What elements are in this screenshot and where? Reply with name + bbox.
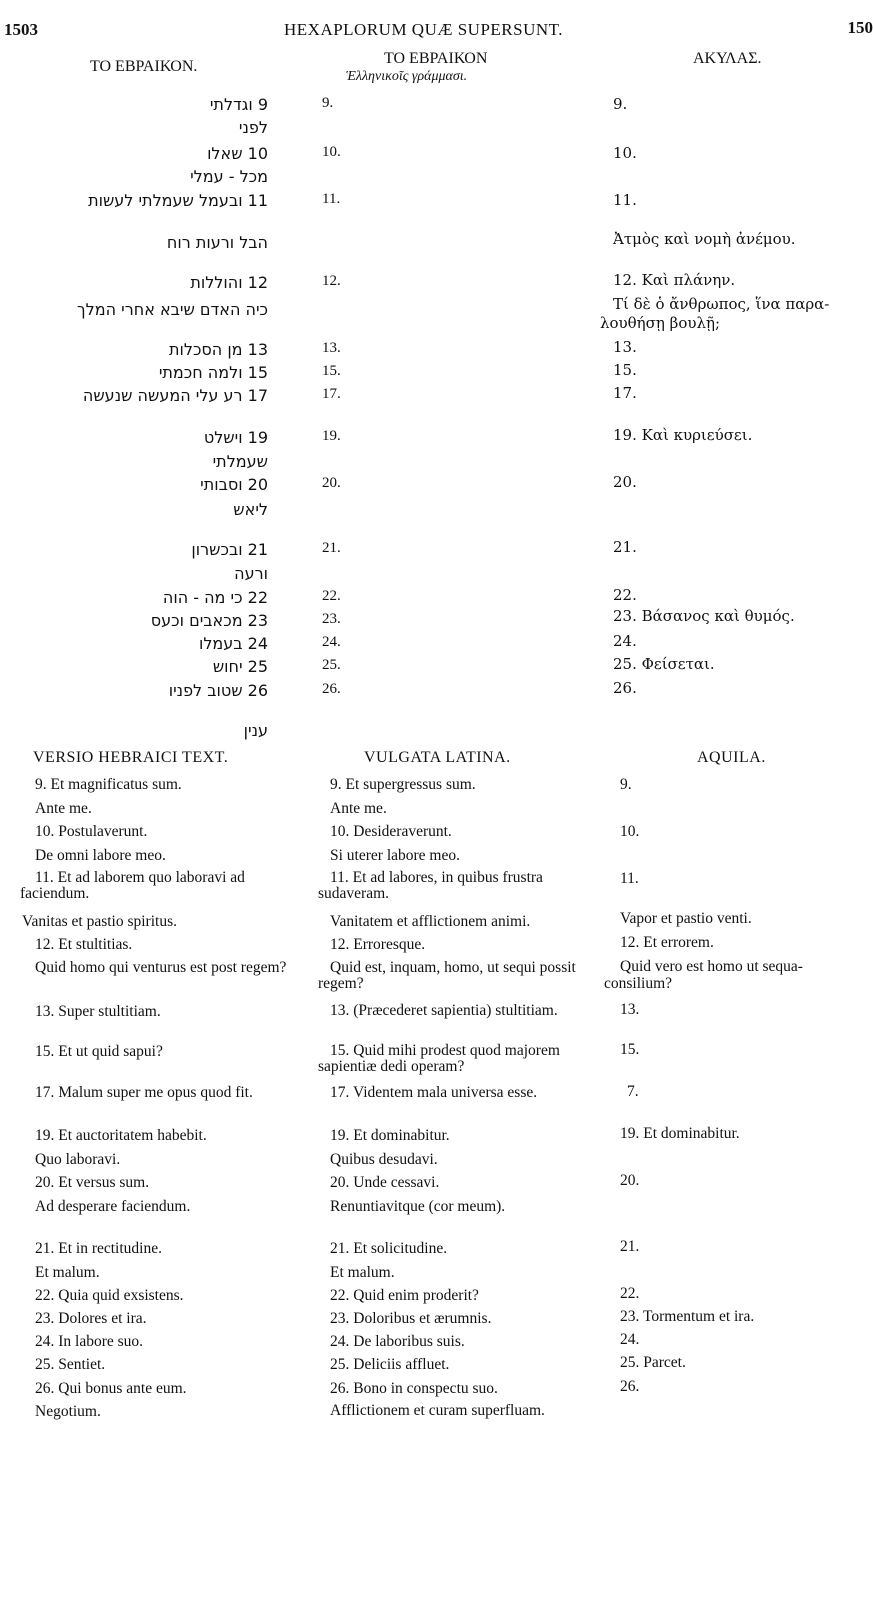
aquila-latin-line: 24. [620,1331,640,1348]
aquila-latin-line: 10. [620,823,640,840]
vulgata-line: 17. Videntem mala universa esse. [330,1084,538,1101]
hebrew-line: ענין [243,721,268,740]
translit-number: 23. [322,611,341,627]
hebrew-column-header: ΤΟ ΕΒΡΑΙΚΟΝ. [90,58,198,75]
versio-line: Ad desperare faciendum. [35,1198,191,1215]
versio-line: 24. In labore suo. [35,1333,144,1350]
vulgata-line: 20. Unde cessavi. [330,1174,440,1191]
versio-line: 10. Postulaverunt. [35,823,148,840]
translit-number: 21. [322,540,341,556]
vulgata-line: 11. Et ad labores, in quibus frustra sudaveram. [318,869,543,902]
aquila-greek-line: 24. [613,632,637,650]
vulgata-line: 23. Doloribus et ærumnis. [330,1310,492,1327]
aquila-greek-line: 11. [613,191,637,209]
versio-line: 9. Et magnificatus sum. [35,776,182,793]
versio-line: 25. Sentiet. [35,1356,106,1373]
hebrew-line: שעמלתי [212,452,268,471]
hebrew-line: 25 יחוש [212,657,268,676]
hebrew-line: 24 בעמלו [198,634,268,653]
versio-line: 26. Qui bonus ante eum. [35,1380,187,1397]
aquila-latin-line: Quid vero est homo ut sequa- [620,958,803,975]
vulgata-line: Vanitatem et afflictionem animi. [330,913,531,930]
translit-number: 10. [322,144,341,160]
aquila-greek-line: 12. Καὶ πλάνην. [613,271,736,289]
versio-line: Et malum. [35,1264,100,1281]
versio-line: 22. Quia quid exsistens. [35,1287,184,1304]
vulgata-line: 19. Et dominabitur. [330,1127,450,1144]
translit-number: 26. [322,681,341,697]
aquila-greek-line: 9. [613,95,628,113]
translit-number: 19. [322,428,341,444]
versio-line: 12. Et stultitias. [35,936,133,953]
versio-line: 20. Et versus sum. [35,1174,150,1191]
versio-line: Ante me. [35,800,92,817]
page-number-right: 150 [847,18,873,37]
hebrew-line: 23 מכאבים וכעס [150,611,268,630]
vulgata-line: 12. Erroresque. [330,936,426,953]
aquila-greek-line: 22. [613,586,637,604]
aquila-greek-line: 10. [613,144,637,162]
vulgata-line: Afflictionem et curam superfluam. [330,1402,545,1419]
hebrew-line: לפני [238,118,268,137]
vulgata-line: 26. Bono in conspectu suo. [330,1380,498,1397]
aquila-latin-line: Vapor et pastio venti. [620,910,752,927]
versio-line: 13. Super stultitiam. [35,1003,161,1020]
vulgata-line: Ante me. [330,800,387,817]
aquila-latin-line: consilium? [604,975,673,992]
aquila-greek-line: 26. [613,679,637,697]
aquila-latin-line: 15. [620,1041,640,1058]
vulgata-line: 13. (Præcederet sapientia) stultitiam. [330,1002,558,1019]
versio-column-header: VERSIO HEBRAICI TEXT. [33,749,229,766]
aquila-latin-line: 9. [620,776,632,793]
vulgata-line: 9. Et supergressus sum. [330,776,476,793]
versio-line: Vanitas et pastio spiritus. [22,913,177,930]
aquila-greek-line: λουθήσῃ βουλῇ; [600,314,721,332]
running-title: HEXAPLORUM QUÆ SUPERSUNT. [284,20,564,39]
translit-number: 13. [322,340,341,356]
vulgata-line: Quibus desudavi. [330,1151,438,1168]
aquila-greek-line: 23. Βάσανος καὶ θυμός. [613,607,795,625]
vulgata-line: Et malum. [330,1264,395,1281]
aquila-latin-line: 13. [620,1001,640,1018]
vulgata-line: 21. Et solicitudine. [330,1240,448,1257]
aquila-latin-line: 26. [620,1378,640,1395]
aquila-column-header-greek: ΑΚΥΛΑΣ. [693,50,762,67]
translit-column-header: ΤΟ ΕΒΡΑΙΚΟΝ [384,50,488,67]
aquila-latin-line: 12. Et errorem. [620,934,714,951]
aquila-greek-line: 17. [613,384,637,402]
versio-line: De omni labore meo. [35,847,166,864]
translit-number: 25. [322,657,341,673]
vulgata-line: 22. Quid enim proderit? [330,1287,479,1304]
aquila-latin-line: 25. Parcet. [620,1354,686,1371]
hebrew-line: 10 שאלו [207,144,268,163]
vulgata-line: 10. Desideraverunt. [330,823,452,840]
vulgata-line: 24. De laboribus suis. [330,1333,465,1350]
aquila-latin-line: 23. Tormentum et ira. [620,1308,755,1325]
hebrew-line: כיה האדם שיבא אחרי המלך [77,300,268,319]
aquila-latin-line: 11. [620,870,639,887]
vulgata-line: Renuntiavitque (cor meum). [330,1198,506,1215]
vulgata-column-header: VULGATA LATINA. [364,749,511,766]
translit-number: 11. [322,191,341,207]
aquila-latin-line: 22. [620,1285,640,1302]
translit-column-subheader: Ἑλληνικοῖς γράμμασι. [346,69,468,84]
hebrew-line: 19 וישלט [203,428,268,447]
aquila-latin-line: 19. Et dominabitur. [620,1125,740,1142]
versio-line: 15. Et ut quid sapui? [35,1043,163,1060]
aquila-greek-line: 21. [613,538,637,556]
hebrew-line: 20 וסבותי [200,475,268,494]
versio-line: Quid homo qui venturus est post regem? [35,959,287,976]
aquila-greek-line: Τί δὲ ὁ ἄνθρωπος, ἵνα παρα- [613,295,830,313]
aquila-latin-line: 7. [627,1083,639,1100]
versio-line: Negotium. [35,1403,101,1420]
hebrew-line: 17 רע עלי המעשה שנעשה [82,386,268,405]
versio-line: 21. Et in rectitudine. [35,1240,162,1257]
aquila-latin-line: 21. [620,1238,640,1255]
versio-line: Quo laboravi. [35,1151,121,1168]
hebrew-line: 21 ובכשרון [191,540,268,559]
translit-number: 9. [322,95,334,111]
translit-number: 20. [322,475,341,491]
aquila-greek-line: Ἀτμὸς καὶ νομὴ ἀνέμου. [613,230,796,248]
hebrew-line: 15 ולמה חכמתי [158,363,268,382]
vulgata-line: 15. Quid mihi prodest quod majorem sapientiæ dedi operam? [318,1042,560,1075]
versio-line: 19. Et auctoritatem habebit. [35,1127,207,1144]
hebrew-line: 12 והוללות [190,273,268,292]
versio-line: 23. Dolores et ira. [35,1310,147,1327]
hebrew-line: 26 שטוב לפניו [168,681,268,700]
hebrew-line: 13 מן הסכלות [168,340,268,359]
aquila-greek-line: 13. [613,338,637,356]
hebrew-line: 11 ובעמל שעמלתי לעשות [88,191,268,210]
translit-number: 12. [322,273,341,289]
hebrew-line: מכל - עמלי [190,167,268,186]
versio-line: 11. Et ad laborem quo laboravi ad faciendum. [20,869,245,902]
aquila-greek-line: 19. Καὶ κυριεύσει. [613,426,753,444]
aquila-column-header-latin: AQUILA. [697,749,766,766]
vulgata-line: Si uterer labore meo. [330,847,460,864]
vulgata-line: 25. Deliciis affluet. [330,1356,450,1373]
translit-number: 22. [322,588,341,604]
hebrew-line: 22 כי מה - הוה [162,588,268,607]
hebrew-line: ליאש [233,500,268,519]
hebrew-line: הבל ורעות רוח [166,233,268,252]
page-number-left: 1503 [4,20,38,39]
translit-number: 24. [322,634,341,650]
aquila-greek-line: 15. [613,361,637,379]
versio-line: 17. Malum super me opus quod fit. [35,1084,253,1101]
hebrew-line: ורעה [234,564,268,583]
aquila-greek-line: 25. Φείσεται. [613,655,715,673]
vulgata-line: Quid est, inquam, homo, ut sequi possit regem? [318,959,576,992]
translit-number: 15. [322,363,341,379]
aquila-greek-line: 20. [613,473,637,491]
translit-number: 17. [322,386,341,402]
hebrew-line: 9 וגדלתי [209,95,268,114]
aquila-latin-line: 20. [620,1172,640,1189]
